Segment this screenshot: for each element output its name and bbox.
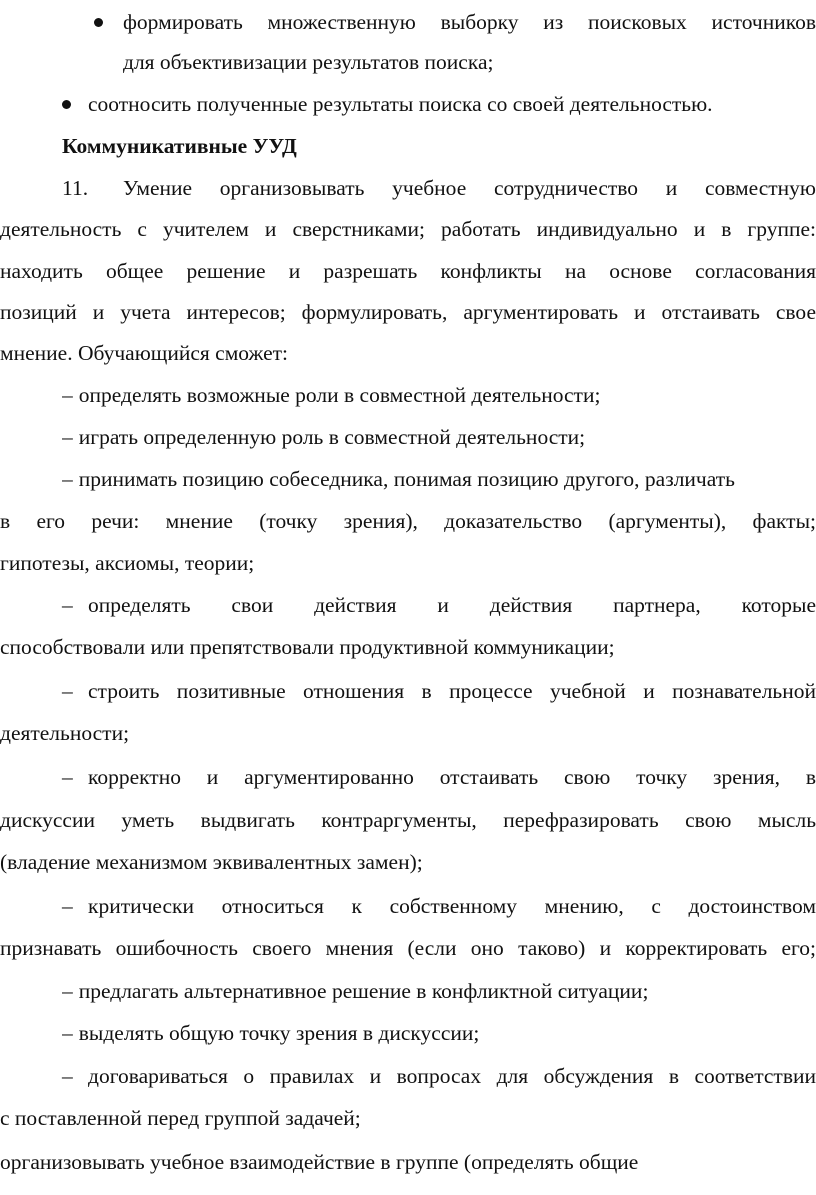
skill-4-line-2: способствовали или препятствовали продуктивной коммуникации; <box>0 635 615 659</box>
item-number: 11. <box>62 176 89 200</box>
skill-3-line-3: гипотезы, аксиомы, теории; <box>0 551 255 575</box>
item-11-line-5: мнение. Обучающийся сможет: <box>0 341 288 365</box>
item-11-line-3: находить общее решение и разрешать конфликты на основе согласования <box>0 259 816 283</box>
last-line: организовывать учебное взаимодействие в группе (определять общие <box>0 1150 639 1174</box>
dash-marker: – <box>62 425 73 449</box>
skill-10-line-1: договариваться о правилах и вопросах для обсуждения в соответствии <box>88 1064 816 1088</box>
skill-6-line-2: дискуссии уметь выдвигать контраргументы, перефразировать свою мысль <box>0 808 816 832</box>
skill-9-text: выделять общую точку зрения в дискуссии; <box>78 1021 480 1045</box>
item-11-line-4: позиций и учета интересов; формулировать, аргументировать и отстаивать свое <box>0 300 816 324</box>
dash-marker: – <box>62 894 73 918</box>
dash-marker: – <box>62 765 73 789</box>
dash-marker: – <box>62 467 73 491</box>
skill-3-line-1 <box>62 464 816 494</box>
skill-8-text: предлагать альтернативное решение в конфликтной ситуации; <box>78 979 649 1003</box>
skill-1 <box>62 380 816 410</box>
dash-marker: – <box>62 1064 73 1088</box>
item-11-line-1: Умение организовывать учебное сотрудничество и совместную <box>123 176 816 200</box>
skill-2-text: играть определенную роль в совместной деятельности; <box>78 425 586 449</box>
skill-9 <box>62 1018 816 1048</box>
skill-7-line-2: признавать ошибочность своего мнения (если оно таково) и корректировать его; <box>0 936 816 960</box>
skill-2 <box>62 422 816 452</box>
skill-5-line-2: деятельности; <box>0 721 130 745</box>
skill-10-line-2: с поставленной перед группой задачей; <box>0 1106 361 1130</box>
section-heading: Коммуникативные УУД <box>62 134 297 158</box>
skill-5-line-1: строить позитивные отношения в процессе учебной и познавательной <box>88 679 816 703</box>
dash-marker: – <box>62 979 73 1003</box>
bullet-dot-2 <box>62 100 71 109</box>
skill-3-line-2: в его речи: мнение (точку зрения), доказательство (аргументы), факты; <box>0 509 816 533</box>
skill-6-line-3: (владение механизмом эквивалентных замен); <box>0 850 423 874</box>
skill-4-line-1: определять свои действия и действия партнера, которые <box>88 593 816 617</box>
skill-8 <box>62 976 816 1006</box>
dash-marker: – <box>62 383 73 407</box>
skill-1-text: определять возможные роли в совместной деятельности; <box>78 383 601 407</box>
bullet-item-1-line-1: формировать множественную выборку из поисковых источников <box>123 10 816 34</box>
dash-marker: – <box>62 593 73 617</box>
dash-marker: – <box>62 679 73 703</box>
bullet-dot-1 <box>94 18 103 27</box>
dash-marker: – <box>62 1021 73 1045</box>
skill-3-text: принимать позицию собеседника, понимая позицию другого, различать <box>78 467 735 491</box>
skill-6-line-1: корректно и аргументированно отстаивать свою точку зрения, в <box>88 765 816 789</box>
skill-7-line-1: критически относиться к собственному мнению, с достоинством <box>88 894 816 918</box>
item-11-line-2: деятельность с учителем и сверстниками; работать индивидуально и в группе: <box>0 217 816 241</box>
bullet-item-1-line-2: для объективизации результатов поиска; <box>123 50 494 74</box>
bullet-item-2: соотносить полученные результаты поиска со своей деятельностью. <box>88 92 713 116</box>
